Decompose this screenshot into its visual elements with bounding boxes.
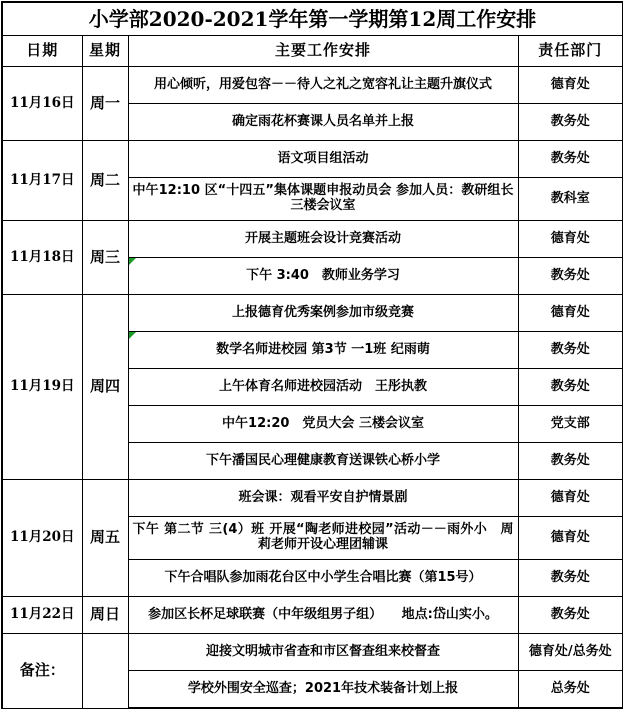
task-cell: 语文项目组活动 (128, 141, 518, 178)
dept-cell: 德育处 (518, 480, 623, 517)
task-cell: 学校外围安全巡查；2021年技术装备计划上报 (128, 671, 518, 709)
table-row (2, 597, 623, 634)
column-header-date: 日期 (2, 36, 82, 67)
date-cell: 11月20日 (2, 480, 82, 597)
remarks-weekday-cell (82, 634, 128, 709)
dept-cell: 教务处 (518, 443, 623, 480)
dept-cell: 德育处 (518, 221, 623, 258)
task-cell (128, 258, 518, 295)
task-cell: 迎接文明城市省查和市区督查组来校督查 (128, 634, 518, 671)
task-cell (128, 332, 518, 369)
dept-cell: 德育处 (518, 295, 623, 332)
table-row (2, 141, 623, 178)
weekday-cell: 周一 (82, 67, 128, 141)
table-row (2, 295, 623, 332)
page-title: 小学部2020-2021学年第一学期第12周工作安排 (2, 2, 623, 36)
task-cell: 用心倾听，用爱包容－－待人之礼之宽容礼让主题升旗仪式 (128, 67, 518, 104)
task-text: 下午 3:40 教师业务学习 (246, 267, 400, 283)
column-header-dept: 责任部门 (518, 36, 623, 67)
weekday-cell: 周四 (82, 295, 128, 480)
date-cell: 11月19日 (2, 295, 82, 480)
task-cell: 确定雨花杯赛课人员名单并上报 (128, 104, 518, 141)
task-cell: 中午12:20 党员大会 三楼会议室 (128, 406, 518, 443)
comment-flag-icon (129, 332, 136, 339)
remarks-label: 备注： (2, 634, 82, 709)
task-cell: 参加区长杯足球联赛（中年级组男子组） 地点:岱山实小。 (128, 597, 518, 634)
task-cell: 下午潘国民心理健康教育送课铁心桥小学 (128, 443, 518, 480)
weekday-cell: 周五 (82, 480, 128, 597)
dept-cell: 教务处 (518, 141, 623, 178)
task-cell: 上报德育优秀案例参加市级竞赛 (128, 295, 518, 332)
table-row (2, 480, 623, 517)
dept-cell: 教务处 (518, 332, 623, 369)
table-row (2, 634, 623, 671)
dept-cell: 德育处/总务处 (518, 634, 623, 671)
dept-cell: 党支部 (518, 406, 623, 443)
date-cell: 11月16日 (2, 67, 82, 141)
task-cell: 下午 第二节 三(4）班 开展“陶老师进校园”活动－－雨外小 周莉老师开设心理团辅课 (128, 517, 518, 560)
dept-cell: 总务处 (518, 671, 623, 709)
header-row (2, 36, 623, 67)
task-cell: 上午体育名师进校园活动 王彤执教 (128, 369, 518, 406)
column-header-weekday: 星期 (82, 36, 128, 67)
task-cell: 中午12:10 区“十四五”集体课题申报动员会 参加人员：教研组长 三楼会议室 (128, 178, 518, 221)
weekday-cell: 周三 (82, 221, 128, 295)
table-row (2, 221, 623, 258)
dept-cell: 教务处 (518, 369, 623, 406)
date-cell: 11月18日 (2, 221, 82, 295)
column-header-task: 主要工作安排 (128, 36, 518, 67)
task-cell: 开展主题班会设计竞赛活动 (128, 221, 518, 258)
task-text: 数学名师进校园 第3节 一1班 纪雨萌 (216, 341, 430, 357)
dept-cell: 教务处 (518, 597, 623, 634)
table-row (2, 67, 623, 104)
dept-cell: 德育处 (518, 517, 623, 560)
date-cell: 11月17日 (2, 141, 82, 221)
dept-cell: 教务处 (518, 258, 623, 295)
dept-cell: 德育处 (518, 67, 623, 104)
task-cell: 下午合唱队参加雨花台区中小学生合唱比赛（第15号） (128, 560, 518, 597)
dept-cell: 教务处 (518, 560, 623, 597)
weekday-cell: 周二 (82, 141, 128, 221)
dept-cell: 教务处 (518, 104, 623, 141)
comment-flag-icon (129, 258, 136, 265)
date-cell: 11月22日 (2, 597, 82, 634)
weekly-schedule-table (1, 1, 623, 709)
weekday-cell: 周日 (82, 597, 128, 634)
task-cell: 班会课：观看平安自护情景剧 (128, 480, 518, 517)
dept-cell: 教科室 (518, 178, 623, 221)
schedule-sheet (0, 1, 623, 696)
title-row (2, 2, 623, 36)
